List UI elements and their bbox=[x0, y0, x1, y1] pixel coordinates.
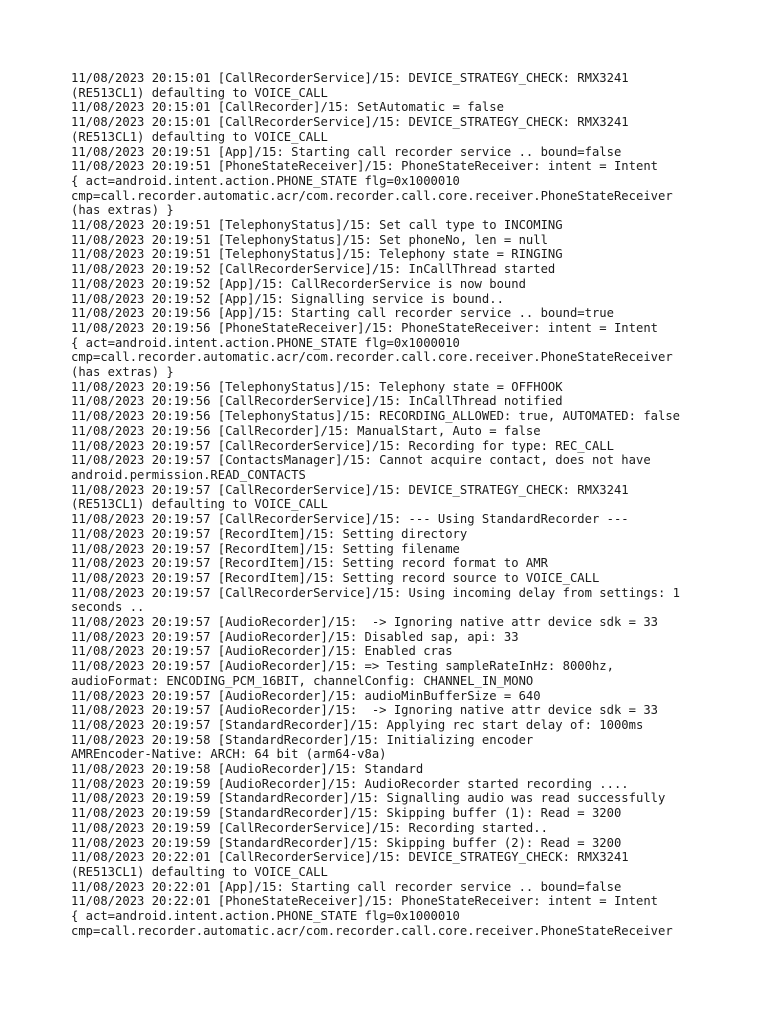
log-line: 11/08/2023 20:19:57 [AudioRecorder]/15: -> Ignoring native attr device sdk = 33 bbox=[71, 703, 658, 718]
log-line: 11/08/2023 20:19:57 [AudioRecorder]/15: => Testing sampleRateInHz: 8000hz, bbox=[71, 659, 614, 674]
log-line: 11/08/2023 20:19:59 [StandardRecorder]/15: Skipping buffer (2): Read = 3200 bbox=[71, 835, 622, 850]
log-line: 11/08/2023 20:19:58 [AudioRecorder]/15: Standard bbox=[71, 762, 424, 777]
log-line: 11/08/2023 20:19:58 [StandardRecorder]/15: Initializing encoder bbox=[71, 732, 534, 747]
log-line: 11/08/2023 20:19:51 [TelephonyStatus]/15: Set phoneNo, len = null bbox=[71, 232, 548, 247]
log-line: AMREncoder-Native: ARCH: 64 bit (arm64-v8a) bbox=[71, 747, 387, 762]
log-line: 11/08/2023 20:19:59 [StandardRecorder]/15: Signalling audio was read successfully bbox=[71, 791, 666, 806]
log-line: 11/08/2023 20:19:59 [StandardRecorder]/15: Skipping buffer (1): Read = 3200 bbox=[71, 806, 622, 821]
log-line: (has extras) } bbox=[71, 203, 174, 218]
log-line: 11/08/2023 20:19:57 [AudioRecorder]/15: -> Ignoring native attr device sdk = 33 bbox=[71, 615, 658, 630]
log-line: 11/08/2023 20:15:01 [CallRecorder]/15: SetAutomatic = false bbox=[71, 100, 504, 115]
log-line: 11/08/2023 20:19:57 [RecordItem]/15: Setting record format to AMR bbox=[71, 556, 548, 571]
log-line: 11/08/2023 20:22:01 [App]/15: Starting call recorder service .. bound=false bbox=[71, 879, 622, 894]
log-line: 11/08/2023 20:19:57 [RecordItem]/15: Setting directory bbox=[71, 526, 468, 541]
log-line: 11/08/2023 20:19:57 [CallRecorderService]/15: Using incoming delay from settings: 1 bbox=[71, 585, 681, 600]
log-line: cmp=call.recorder.automatic.acr/com.recorder.call.core.receiver.PhoneStateReceiver bbox=[71, 350, 673, 365]
log-line: 11/08/2023 20:19:57 [RecordItem]/15: Setting record source to VOICE_CALL bbox=[71, 570, 600, 585]
log-line: { act=android.intent.action.PHONE_STATE flg=0x1000010 bbox=[71, 909, 460, 924]
log-line: 11/08/2023 20:19:56 [TelephonyStatus]/15: Telephony state = OFFHOOK bbox=[71, 379, 563, 394]
log-line: 11/08/2023 20:19:52 [App]/15: CallRecorderService is now bound bbox=[71, 276, 526, 291]
log-line: 11/08/2023 20:19:57 [AudioRecorder]/15: Enabled cras bbox=[71, 644, 453, 659]
log-line: 11/08/2023 20:19:57 [AudioRecorder]/15: audioMinBufferSize = 640 bbox=[71, 688, 541, 703]
log-line: 11/08/2023 20:19:51 [PhoneStateReceiver]/15: PhoneStateReceiver: intent = Intent bbox=[71, 159, 658, 174]
log-line: 11/08/2023 20:19:56 [CallRecorder]/15: ManualStart, Auto = false bbox=[71, 423, 541, 438]
log-line: (RE513CL1) defaulting to VOICE_CALL bbox=[71, 497, 328, 512]
log-line: { act=android.intent.action.PHONE_STATE flg=0x1000010 bbox=[71, 173, 460, 188]
log-line: (RE513CL1) defaulting to VOICE_CALL bbox=[71, 85, 328, 100]
log-line: 11/08/2023 20:19:57 [ContactsManager]/15: Cannot acquire contact, does not have bbox=[71, 453, 651, 468]
log-line: 11/08/2023 20:22:01 [PhoneStateReceiver]/15: PhoneStateReceiver: intent = Intent bbox=[71, 894, 658, 909]
log-line: 11/08/2023 20:15:01 [CallRecorderService]/15: DEVICE_STRATEGY_CHECK: RMX3241 bbox=[71, 71, 629, 85]
log-line: cmp=call.recorder.automatic.acr/com.recorder.call.core.receiver.PhoneStateReceiver bbox=[71, 188, 673, 203]
log-line: 11/08/2023 20:19:56 [App]/15: Starting call recorder service .. bound=true bbox=[71, 306, 614, 321]
log-line: cmp=call.recorder.automatic.acr/com.recorder.call.core.receiver.PhoneStateReceiver bbox=[71, 923, 673, 938]
log-line: 11/08/2023 20:19:57 [RecordItem]/15: Setting filename bbox=[71, 541, 460, 556]
log-line: 11/08/2023 20:19:57 [CallRecorderService]/15: --- Using StandardRecorder --- bbox=[71, 512, 629, 527]
log-line: (has extras) } bbox=[71, 365, 174, 380]
log-line: 11/08/2023 20:19:56 [CallRecorderService]/15: InCallThread notified bbox=[71, 394, 563, 409]
log-line: 11/08/2023 20:19:51 [TelephonyStatus]/15: Telephony state = RINGING bbox=[71, 247, 563, 262]
log-line: audioFormat: ENCODING_PCM_16BIT, channelConfig: CHANNEL_IN_MONO bbox=[71, 673, 534, 688]
log-line: 11/08/2023 20:19:56 [PhoneStateReceiver]/15: PhoneStateReceiver: intent = Intent bbox=[71, 320, 658, 335]
log-line: 11/08/2023 20:19:52 [App]/15: Signalling service is bound.. bbox=[71, 291, 504, 306]
log-line: 11/08/2023 20:22:01 [CallRecorderService]/15: DEVICE_STRATEGY_CHECK: RMX3241 bbox=[71, 850, 629, 865]
log-line: 11/08/2023 20:19:59 [AudioRecorder]/15: AudioRecorder started recording .... bbox=[71, 776, 629, 791]
log-line: 11/08/2023 20:19:59 [CallRecorderService]/15: Recording started.. bbox=[71, 820, 548, 835]
log-line: 11/08/2023 20:19:51 [TelephonyStatus]/15: Set call type to INCOMING bbox=[71, 218, 563, 233]
log-line: 11/08/2023 20:19:57 [AudioRecorder]/15: Disabled sap, api: 33 bbox=[71, 629, 519, 644]
log-line: 11/08/2023 20:19:57 [CallRecorderService]/15: Recording for type: REC_CALL bbox=[71, 438, 614, 453]
log-line: 11/08/2023 20:15:01 [CallRecorderService]/15: DEVICE_STRATEGY_CHECK: RMX3241 bbox=[71, 115, 629, 130]
log-line: 11/08/2023 20:19:57 [StandardRecorder]/15: Applying rec start delay of: 1000ms bbox=[71, 717, 644, 732]
log-line: android.permission.READ_CONTACTS bbox=[71, 467, 306, 482]
log-document bbox=[71, 71, 711, 938]
log-line: 11/08/2023 20:19:56 [TelephonyStatus]/15: RECORDING_ALLOWED: true, AUTOMATED: false bbox=[71, 409, 681, 424]
log-line: 11/08/2023 20:19:51 [App]/15: Starting call recorder service .. bound=false bbox=[71, 144, 622, 159]
log-line: 11/08/2023 20:19:57 [CallRecorderService]/15: DEVICE_STRATEGY_CHECK: RMX3241 bbox=[71, 482, 629, 497]
log-line: seconds .. bbox=[71, 600, 145, 615]
log-line: 11/08/2023 20:19:52 [CallRecorderService]/15: InCallThread started bbox=[71, 262, 556, 277]
log-line: (RE513CL1) defaulting to VOICE_CALL bbox=[71, 864, 328, 879]
log-line: { act=android.intent.action.PHONE_STATE flg=0x1000010 bbox=[71, 335, 460, 350]
log-line: (RE513CL1) defaulting to VOICE_CALL bbox=[71, 129, 328, 144]
